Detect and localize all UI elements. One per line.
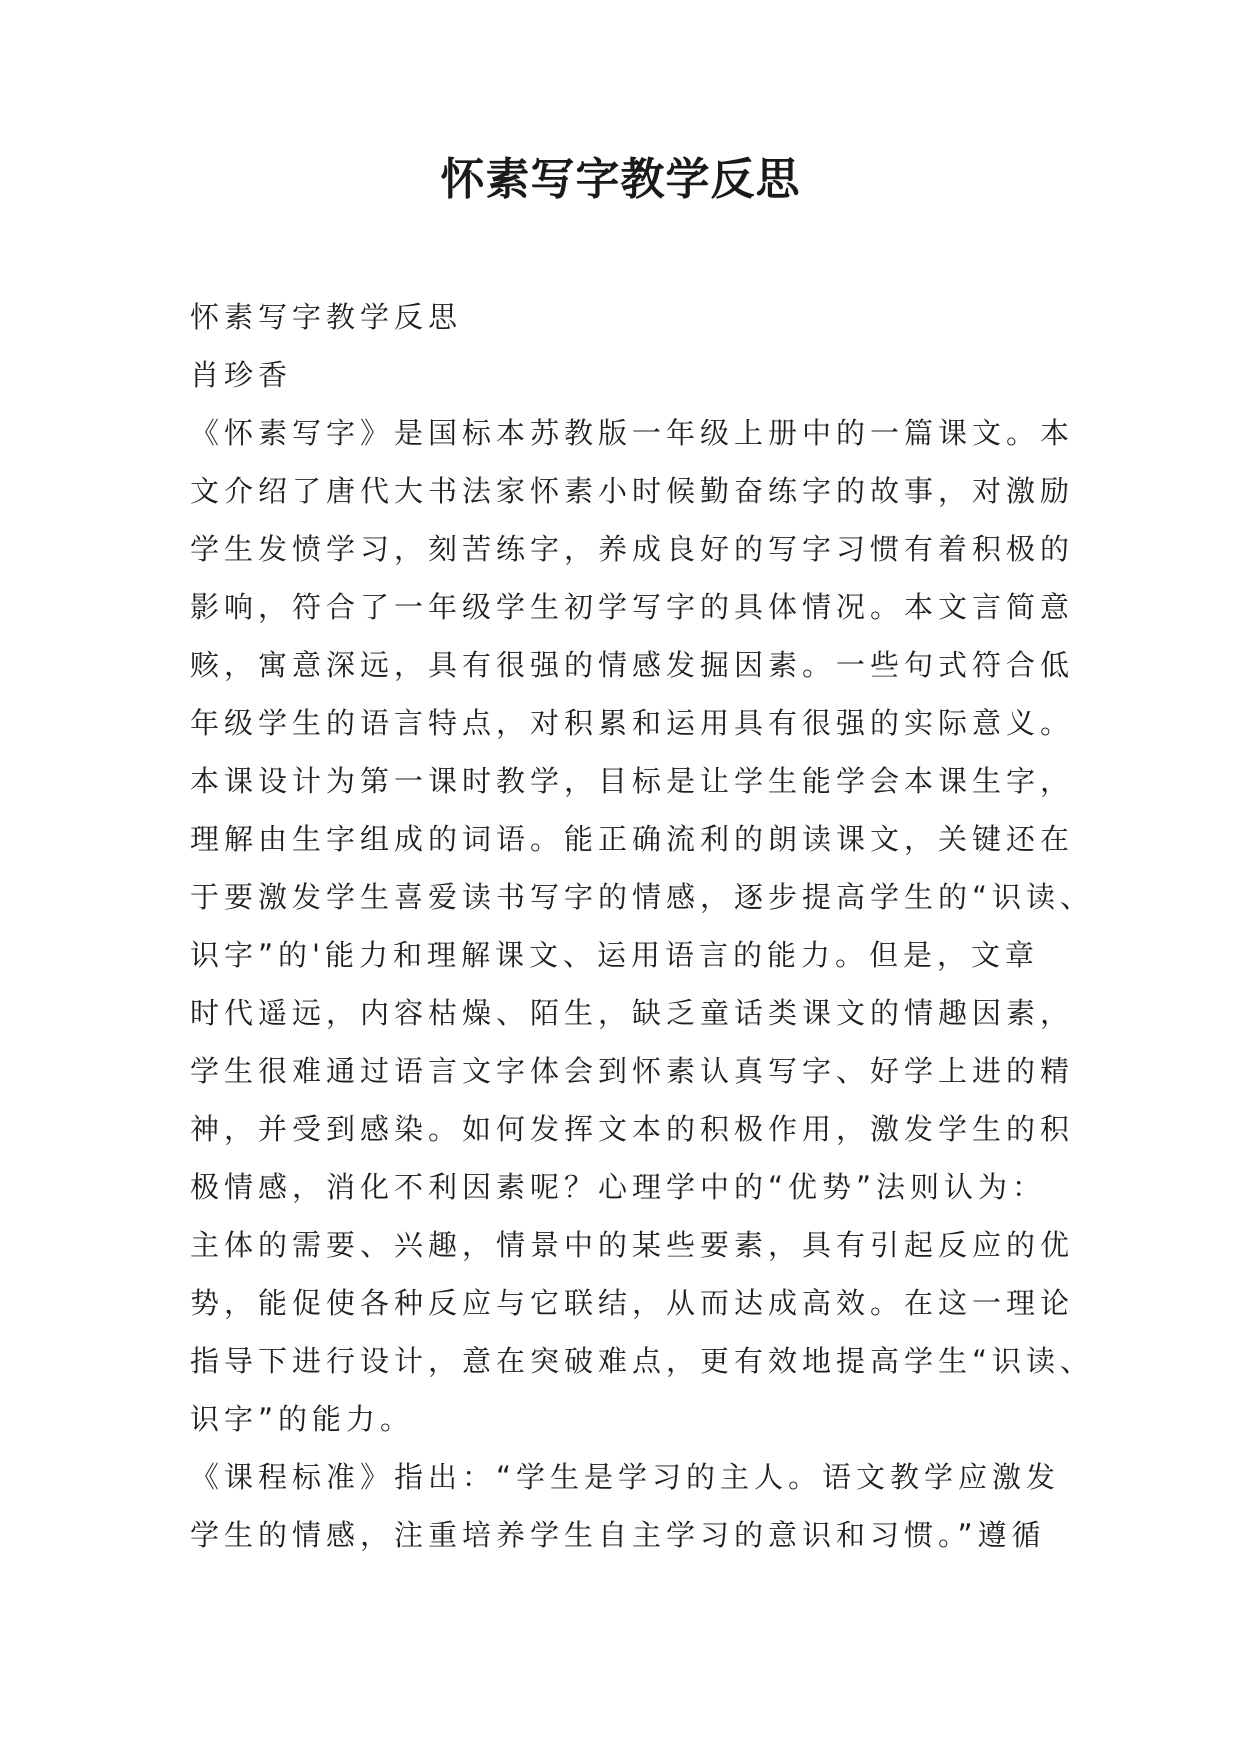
body-line: 怀素写字教学反思: [190, 300, 463, 334]
document-title: 怀素写字教学反思: [440, 154, 801, 205]
body-line: 《怀素写字》是国标本苏教版一年级上册中的一篇课文。本: [190, 416, 1075, 450]
body-line: 识字”的'能力和理解课文、运用语言的能力。但是，文章: [190, 938, 1039, 972]
body-line: 极情感，消化不利因素呢？心理学中的“优势”法则认为：: [190, 1170, 1047, 1204]
body-line: 神，并受到感染。如何发挥文本的积极作用，激发学生的积: [190, 1112, 1075, 1146]
body-line: 学生发愤学习，刻苦练字，养成良好的写字习惯有着积极的: [190, 532, 1075, 566]
body-line: 学生的情感，注重培养学生自主学习的意识和习惯。”遵循: [190, 1518, 1046, 1552]
body-line: 于要激发学生喜爱读书写字的情感，逐步提高学生的“识读、: [190, 880, 1095, 914]
body-line: 年级学生的语言特点，对积累和运用具有很强的实际意义。: [190, 706, 1075, 740]
body-line: 主体的需要、兴趣，情景中的某些要素，具有引起反应的优: [190, 1228, 1075, 1262]
body-line: 本课设计为第一课时教学，目标是让学生能学会本课生字，: [190, 764, 1075, 798]
document-body: [190, 288, 1095, 1564]
body-line: 《课程标准》指出：“学生是学习的主人。语文教学应激发: [190, 1460, 1061, 1494]
body-line: 时代遥远，内容枯燥、陌生，缺乏童话类课文的情趣因素，: [190, 996, 1075, 1030]
body-line: 影响，符合了一年级学生初学写字的具体情况。本文言简意: [190, 590, 1075, 624]
body-line: 文介绍了唐代大书法家怀素小时候勤奋练字的故事，对激励: [190, 474, 1075, 508]
body-line: 理解由生字组成的词语。能正确流利的朗读课文，关键还在: [190, 822, 1075, 856]
body-line: 赅，寓意深远，具有很强的情感发掘因素。一些句式符合低: [190, 648, 1075, 682]
body-line: 势，能促使各种反应与它联结，从而达成高效。在这一理论: [190, 1286, 1075, 1320]
body-line: 指导下进行设计，意在突破难点，更有效地提高学生“识读、: [190, 1344, 1095, 1378]
body-line: 学生很难通过语言文字体会到怀素认真写字、好学上进的精: [190, 1054, 1075, 1088]
body-line: 识字”的能力。: [190, 1402, 415, 1436]
body-line: 肖珍香: [190, 358, 293, 392]
